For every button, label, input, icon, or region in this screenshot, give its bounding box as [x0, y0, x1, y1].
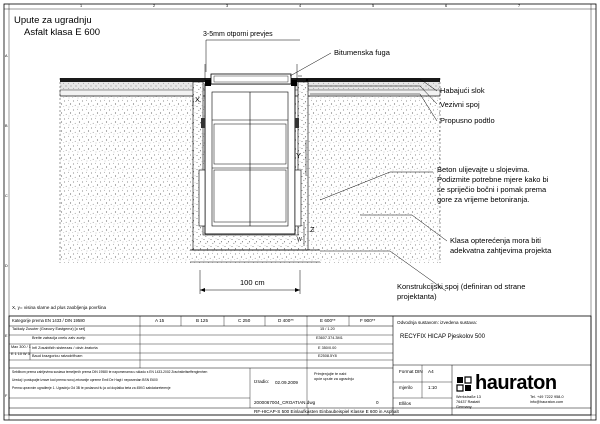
grid-col-6: 6 — [445, 4, 448, 8]
scale-label: mjerilo — [399, 385, 413, 390]
company-name: hauraton — [475, 372, 557, 394]
footnote: X, y= visina slarne ad plus zaobljenja površina — [12, 305, 107, 310]
class-a15: A 15 — [155, 318, 165, 323]
format-label: Format DIN — [399, 369, 423, 374]
mark-y: Y — [296, 151, 302, 160]
small-print-2: Uredaj i postupajte izrave kod prema novoj zrtoranije opreme Emil De Hagt i neposredan BSN E600 — [12, 378, 158, 382]
class-b125: B 125 — [196, 318, 209, 323]
table-row-2-value: E3607.374.3M1 — [316, 336, 343, 340]
grid-col-7: 7 — [518, 4, 521, 8]
catch-pit-body — [199, 84, 301, 234]
grid-row-d: D — [5, 264, 8, 268]
grid-row-b: B — [5, 124, 8, 128]
side-code-2: E 1 10 W 3 — [11, 352, 30, 356]
concrete-note-line-3: se spriječio bočni i pomak prema — [437, 185, 547, 194]
revision: 0 — [376, 400, 379, 405]
class-e600: E 600** — [320, 318, 336, 323]
product-name: RECYFIX HICAP Pjeskolov 500 — [400, 334, 485, 340]
category-header: Kategorije prema EN 1433 / DIN 19580 — [12, 318, 85, 323]
page-title-line-1: Upute za ugradnju — [14, 15, 92, 26]
load-class-note-line-2: adekvatna zahtjevima projekta — [450, 246, 552, 255]
binder-layer-callout: Vezivni spoj — [440, 100, 480, 109]
mark-w: W — [297, 237, 302, 243]
footer-title: RF-HICAP-S 500 Einlaufkasten Einbaubeispiel Klasse E 600 in Asphalt — [254, 409, 399, 414]
grid-row-a: A — [5, 54, 8, 58]
table-row-3-label: Infi Zosabifzih sisteezas / okvir-bratcrta — [32, 346, 98, 350]
address-line-1: Werkstraße 13 — [456, 395, 481, 399]
scale-note-2: opće upute za ugradnju — [314, 377, 354, 381]
scale-note-1: Primjenjujte te nabi — [314, 372, 347, 376]
grating-cover — [205, 64, 297, 86]
concrete-note-line-2: Podizmite potrebne mjere kako bi — [437, 175, 549, 184]
grid-col-2: 2 — [153, 4, 156, 8]
class-c250: C 250 — [238, 318, 251, 323]
page-title-line-2: Asfalt klasa E 600 — [24, 27, 101, 38]
class-d400: D 400** — [278, 318, 294, 323]
order-label: Odvodnja sustavom: izvedena sustava: — [397, 320, 477, 325]
created-date: 02.09.2009 — [275, 380, 298, 385]
table-row-2-label: Breite zatracija cnelu zatv zuelp — [32, 336, 86, 340]
email: info@hauraton.com — [530, 400, 564, 404]
format-value: A4 — [428, 369, 434, 374]
grid-col-1: 1 — [80, 4, 83, 8]
grid-col-5: 5 — [372, 4, 375, 8]
side-code-1: Max 300 / 1 — [11, 345, 31, 349]
concrete-note-line-4: gore za vrijeme betoniranja. — [437, 195, 530, 204]
small-print-3: Prema upravnim ugrađenje 1. Ugradnju Od 3B te poslanost fu ja od doplatka beta za 45KG sabdatoreterenje — [12, 386, 171, 390]
logo-mark-icon — [456, 376, 472, 392]
table-row-1-label: Tačkaly Zusuter (Gravury Eastgemz) [o set] — [12, 327, 86, 331]
address-line-2: 76437 Rastatt — [456, 400, 480, 404]
hauraton-logo — [456, 372, 557, 395]
phone: Tel. +49 7222 958-0 — [530, 395, 564, 399]
table-row-1-value: 15 / 1.20 — [320, 327, 335, 331]
grid-row-f: F — [5, 394, 8, 398]
construction-joint-line-1: Konstrukcijski spoj (definiran od strane — [397, 282, 526, 291]
table-row-3-value: E 350/0.00 — [318, 346, 337, 350]
grid-row-c: C — [5, 194, 8, 198]
permeable-base-callout: Propusno podtlo — [440, 116, 495, 125]
mark-z: Z — [310, 225, 315, 234]
table-row-4-label: Baud krazgoriou ratzodrifivam — [32, 354, 83, 358]
mark-x: X — [195, 95, 201, 104]
bitumen-joint-callout: Bitumenska fuga — [334, 48, 390, 57]
sheet-label: Ellilos — [399, 401, 411, 406]
scale-value: 1:10 — [428, 385, 437, 390]
construction-joint-line-2: projektanta) — [397, 292, 437, 301]
address-line-3: Germany — [456, 405, 472, 409]
grid-col-4: 4 — [299, 4, 302, 8]
concrete-note-line-1: Beton ulijevajte u slojevima. — [437, 165, 530, 174]
wear-layer-callout: Habajući slok — [440, 86, 485, 95]
grid-col-3: 3 — [226, 4, 229, 8]
width-dimension-label: 100 cm — [240, 278, 265, 287]
table-row-4-value: E2508.5Y8 — [318, 354, 337, 358]
gap-callout: 3-5mm otporni prevjes — [203, 31, 273, 38]
class-f900: F 900** — [360, 318, 376, 323]
drawing-number: 2000067004_CROATIAN.dwg — [254, 400, 316, 405]
grid-row-e: E — [5, 334, 8, 338]
small-print-1: Sebilbom prema zahtjevima sustava temeljenih prema DIN 19580 te napomenama u skladu s EN 1433-2002 Zrachstieltseffenglenhen — [12, 370, 208, 374]
created-label: Izradio: — [254, 379, 270, 384]
load-class-note-line-1: Klasa opterećenja mora biti — [450, 236, 541, 245]
